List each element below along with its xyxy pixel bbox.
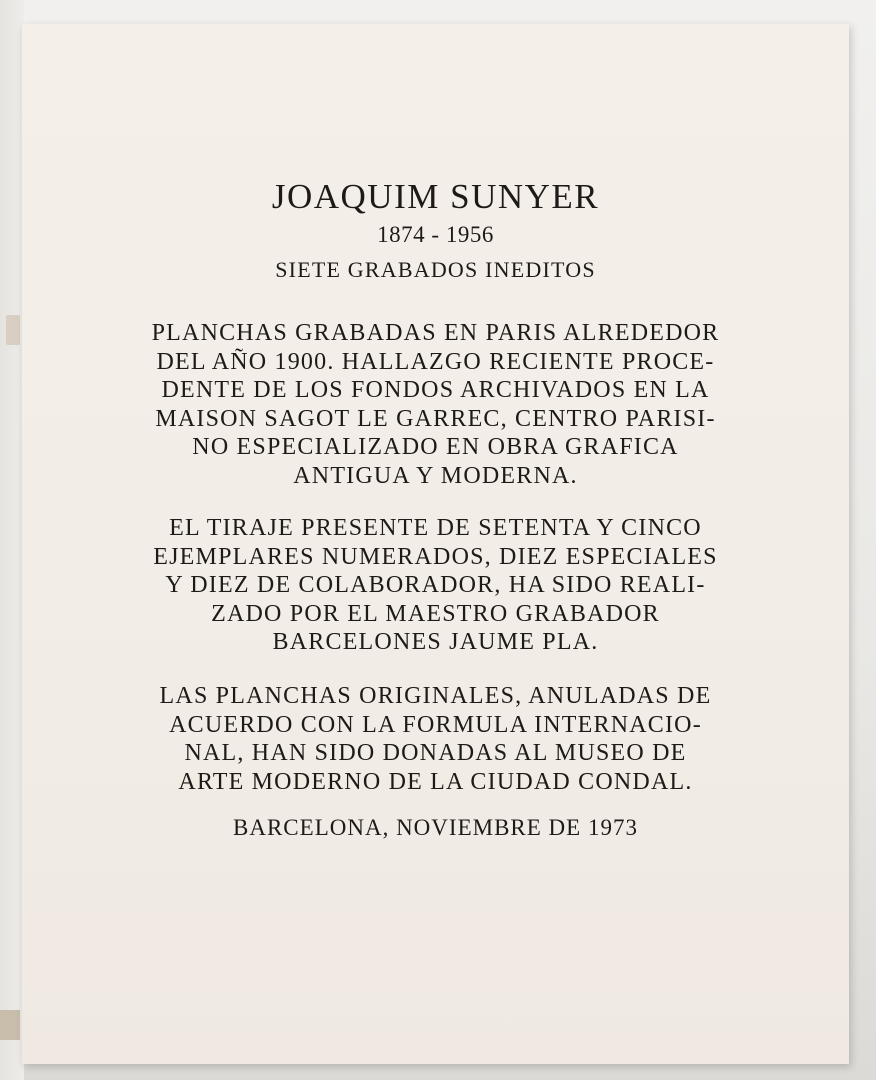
paragraph-3 xyxy=(22,682,849,796)
document-title: JOAQUIM SUNYER xyxy=(271,177,600,216)
paragraph-1 xyxy=(22,319,849,490)
paragraph-line: ZADO POR EL MAESTRO GRABADOR xyxy=(211,600,660,627)
paragraph-line: PLANCHAS GRABADAS EN PARIS ALREDEDOR xyxy=(151,320,720,346)
paragraph-line: EJEMPLARES NUMERADOS, DIEZ ESPECIALES xyxy=(153,543,718,570)
paragraph-line: ACUERDO CON LA FORMULA INTERNACIO- xyxy=(169,711,702,738)
paragraph-line: NAL, HAN SIDO DONADAS AL MUSEO DE xyxy=(184,740,687,766)
paragraph-line: NO ESPECIALIZADO EN OBRA GRAFICA xyxy=(192,434,679,460)
paragraph-line: DEL AÑO 1900. HALLAZGO RECIENTE PROCE- xyxy=(156,348,715,375)
closing-place-date: BARCELONA, NOVIEMBRE DE 1973 xyxy=(233,815,638,840)
paragraph-2 xyxy=(22,514,849,657)
paragraph-line: ARTE MODERNO DE LA CIUDAD CONDAL. xyxy=(178,768,693,795)
artist-dates: 1874 - 1956 xyxy=(377,222,494,247)
paper-sheet xyxy=(22,24,849,1064)
paragraph-line: MAISON SAGOT LE GARREC, CENTRO PARISI- xyxy=(155,405,716,432)
paragraph-line: BARCELONES JAUME PLA. xyxy=(272,629,599,655)
paragraph-line: EL TIRAJE PRESENTE DE SETENTA Y CINCO xyxy=(169,515,702,541)
paragraph-line: ANTIGUA Y MODERNA. xyxy=(293,462,578,489)
document-subtitle: SIETE GRABADOS INEDITOS xyxy=(275,257,596,282)
backing-sheet-edge xyxy=(6,315,20,345)
paragraph-line: DENTE DE LOS FONDOS ARCHIVADOS EN LA xyxy=(161,377,710,403)
backing-sheet-corner xyxy=(0,1010,20,1040)
paragraph-line: LAS PLANCHAS ORIGINALES, ANULADAS DE xyxy=(159,683,712,709)
background-surface xyxy=(0,0,24,1080)
paragraph-line: Y DIEZ DE COLABORADOR, HA SIDO REALI- xyxy=(165,572,706,598)
